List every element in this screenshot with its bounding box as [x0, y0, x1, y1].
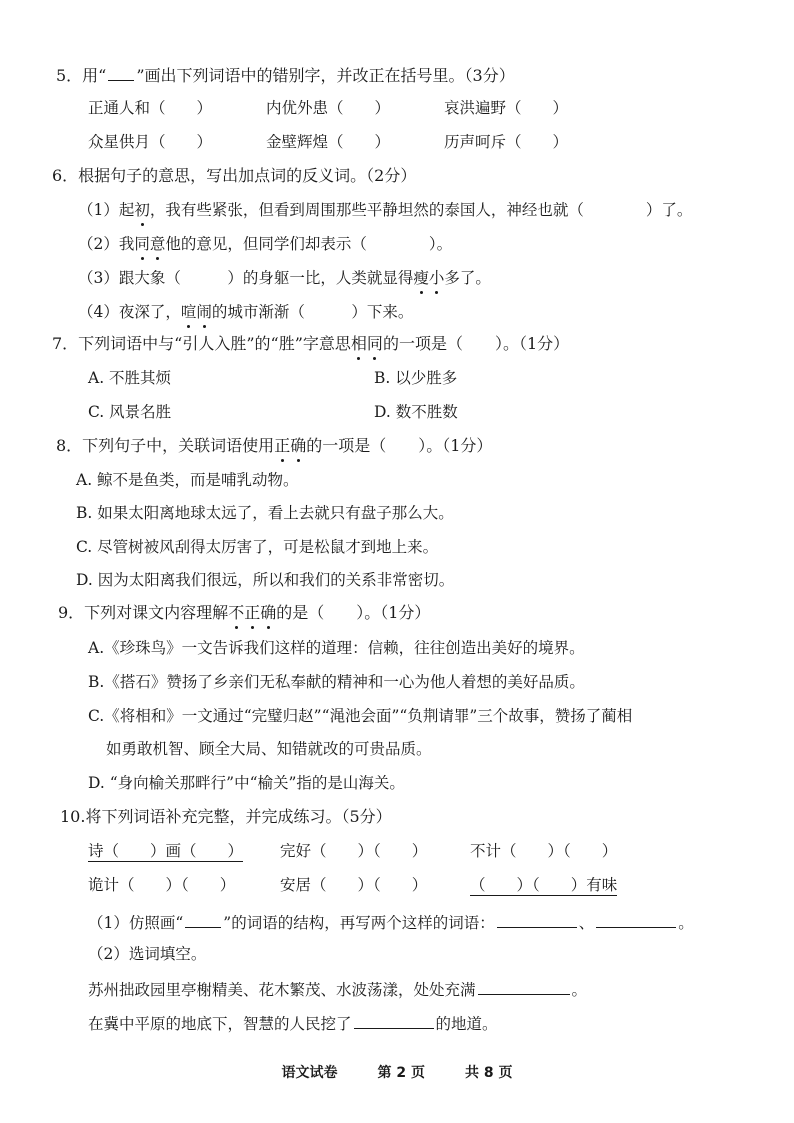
- q8-option-c: C. 尽管树被风刮得太厉害了，可是松鼠才到地上来。: [76, 538, 439, 556]
- q6-sentence-2: （2）我同意他的意见，但同学们却表示（ ）。: [78, 235, 453, 253]
- q5-item-3: 哀洪遍野（ ）: [444, 99, 569, 117]
- footer-page-number: 第 2 页: [377, 1065, 425, 1081]
- underline-sample: [108, 64, 134, 81]
- emphasis-dot-char: 瘦: [413, 269, 429, 287]
- q5-stem: 5．用“ ”画出下列词语中的错别字，并改正在括号里。（3分）: [56, 66, 515, 85]
- q9-option-a: A.《珍珠鸟》一文告诉我们这样的道理：信赖，往往创造出美好的境界。: [88, 639, 585, 657]
- q10-sub-1: （1）仿照画“ ”的词语的结构，再写两个这样的词语： 、 。: [88, 911, 694, 933]
- emphasis-dot-char: 确: [260, 603, 277, 622]
- emphasis-dot-char: 同: [366, 334, 383, 353]
- emphasis-dot-char: 小: [428, 269, 445, 287]
- q5-item-6: 历声呵斥（ ）: [444, 133, 569, 151]
- emphasis-dot-char: 闹: [196, 303, 212, 321]
- q5-item-1: 正通人和（ ）: [88, 99, 213, 117]
- footer-total-pages: 共 8 页: [465, 1065, 513, 1081]
- q10-word-4: 诡计（ ）（ ）: [88, 876, 236, 894]
- q9-option-c-line2: 如勇敢机智、顾全大局、知错就改的可贵品质。: [106, 740, 432, 758]
- q5-item-5: 金壁辉煌（ ）: [266, 133, 391, 151]
- answer-blank[interactable]: [354, 1012, 434, 1029]
- q7-stem: 7．下列词语中与“引人入胜”的“胜”字意思相同的一项是（ ）。（1分）: [52, 334, 570, 353]
- q10-word-3: 不计（ ）（ ）: [470, 842, 618, 860]
- q9-option-c-line1: C.《将相和》一文通过“完璧归赵”“渑池会面”“负荆请罪”三个故事，赞扬了蔺相: [88, 707, 633, 725]
- q7-option-b: B. 以少胜多: [374, 369, 458, 387]
- q10-fill-2: 在冀中平原的地底下，智慧的人民挖了 的地道。: [88, 1012, 498, 1034]
- q10-word-6: （ ）（ ）有味: [470, 876, 618, 894]
- q8-option-b: B. 如果太阳离地球太远了，看上去就只有盘子那么大。: [76, 504, 454, 522]
- emphasis-dot-char: 不: [228, 603, 245, 622]
- page-footer: [0, 1062, 794, 1082]
- q7-option-a: A. 不胜其烦: [88, 369, 172, 387]
- emphasis-dot-char: 确: [290, 436, 307, 455]
- q6-sentence-4: （4）夜深了，喧闹的城市渐渐（ ）下来。: [78, 303, 414, 321]
- q6-sentence-1: （1）起初，我有些紧张，但看到周围那些平静坦然的泰国人，神经也就（ ）了。: [78, 201, 693, 219]
- emphasis-dot-char: 正: [244, 603, 261, 622]
- q10-stem: 10.将下列词语补充完整，并完成练习。（5分）: [60, 807, 392, 826]
- emphasis-dot-char: 意: [149, 235, 166, 253]
- q6-stem: 6．根据句子的意思，写出加点词的反义词。（2分）: [52, 166, 417, 185]
- emphasis-dot-char: 同: [134, 235, 150, 253]
- q9-stem: 9．下列对课文内容理解不正确的是（ ）。（1分）: [58, 603, 431, 622]
- emphasis-dot-char: 相: [350, 334, 367, 353]
- q9-option-d: D. “身向榆关那畔行”中“榆关”指的是山海关。: [88, 774, 405, 792]
- q10-word-5: 安居（ ）（ ）: [280, 876, 428, 894]
- underline-sample: [185, 911, 221, 928]
- q5-item-2: 内优外患（ ）: [266, 99, 391, 117]
- q10-word-1: 诗（ ）画（ ）: [88, 842, 244, 860]
- q7-option-d: D. 数不胜数: [374, 403, 458, 421]
- q8-option-d: D. 因为太阳离我们很远，所以和我们的关系非常密切。: [76, 571, 455, 589]
- answer-blank[interactable]: [596, 911, 676, 928]
- q10-sub-2: （2）选词填空。: [88, 945, 207, 963]
- q10-fill-1: 苏州拙政园里亭榭精美、花木繁茂、水波荡漾，处处充满 。: [88, 978, 587, 1000]
- q5-item-4: 众星供月（ ）: [88, 133, 213, 151]
- q9-option-b: B.《搭石》赞扬了乡亲们无私奉献的精神和一心为他人着想的美好品质。: [88, 673, 585, 691]
- q7-option-c: C. 风景名胜: [88, 403, 172, 421]
- answer-blank[interactable]: [478, 978, 570, 995]
- q8-stem: 8．下列句子中，关联词语使用正确的一项是（ ）。（1分）: [56, 436, 493, 455]
- emphasis-dot-char: 正: [274, 436, 291, 455]
- footer-subject: 语文试卷: [281, 1065, 338, 1081]
- q6-sentence-3: （3）跟大象（ ）的身躯一比，人类就显得瘦小多了。: [78, 269, 491, 287]
- emphasis-dot-char: 喧: [180, 303, 197, 321]
- q8-option-a: A. 鲸不是鱼类，而是哺乳动物。: [76, 471, 299, 489]
- q10-word-2: 完好（ ）（ ）: [280, 842, 428, 860]
- emphasis-dot-char: 初: [134, 201, 150, 219]
- answer-blank[interactable]: [497, 911, 577, 928]
